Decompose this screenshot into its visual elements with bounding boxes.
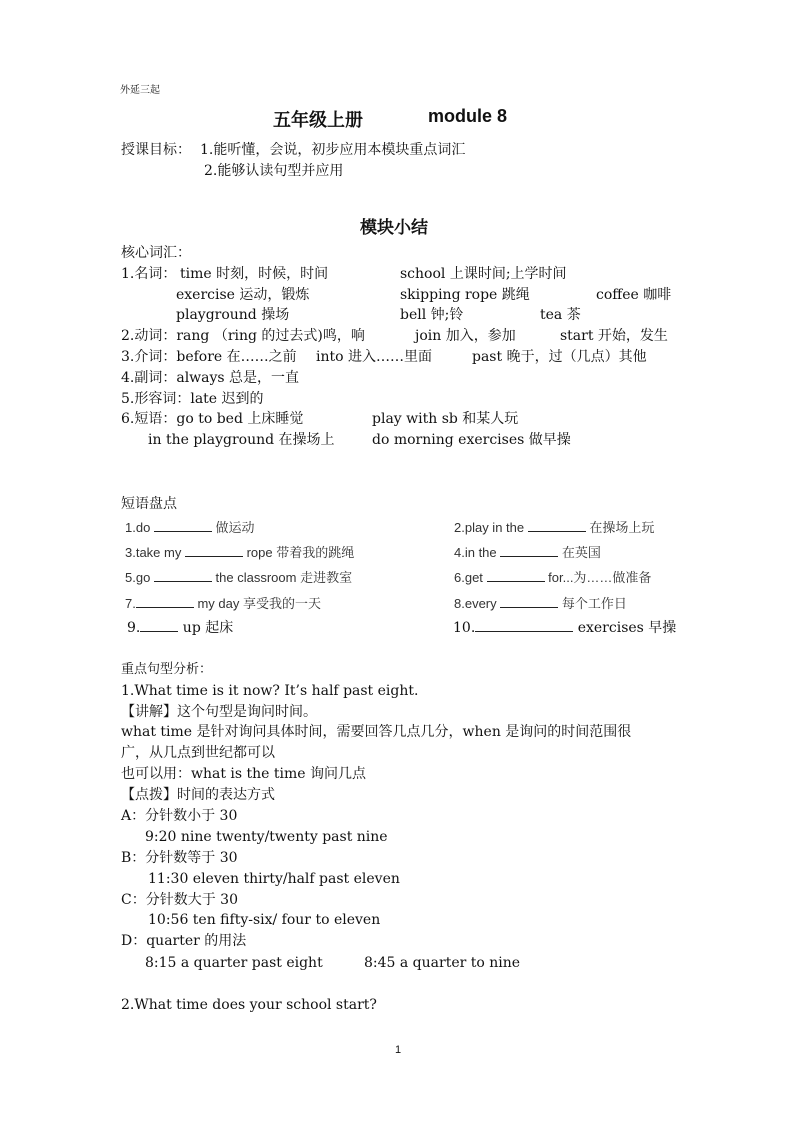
case-c-label: C：分针数大于 30	[121, 892, 238, 908]
phrase-in-playground: in the playground 在操场上	[148, 432, 335, 448]
case-d-label: D：quarter 的用法	[121, 933, 247, 949]
case-b-example: 11:30 eleven thirty/half past eleven	[148, 871, 400, 887]
prep-into: into 进入……里面	[316, 349, 432, 365]
title-grade: 五年级上册	[273, 110, 363, 131]
case-a-example: 9:20 nine twenty/twenty past nine	[145, 829, 388, 845]
prep-before: 3.介词：before 在……之前	[121, 349, 297, 365]
objective-1: 1.能听懂，会说，初步应用本模块重点词汇	[200, 142, 466, 158]
noun-time: time 时刻，时候，时间	[180, 266, 329, 282]
noun-playground: playground 操场	[176, 307, 290, 323]
blank-line	[136, 594, 194, 608]
page-number: 1	[395, 1044, 402, 1056]
vocab-heading: 核心词汇：	[121, 245, 191, 261]
fill-item-10: 10. exercises 早操	[453, 620, 677, 636]
case-a-label: A：分针数小于 30	[121, 808, 238, 824]
nouns-label: 1.名词：	[121, 266, 177, 282]
fill-item-3: 3.take my rope 带着我的跳绳	[125, 545, 355, 560]
case-b-label: B：分针数等于 30	[121, 850, 238, 866]
adverb-always: 4.副词：always 总是，一直	[121, 370, 300, 386]
noun-exercise: exercise 运动，锻炼	[176, 287, 310, 303]
blank-line	[487, 568, 545, 582]
fill-item-4: 4.in the 在英国	[454, 545, 601, 560]
case-d-example-2: 8:45 a quarter to nine	[364, 955, 521, 971]
phrase-play-with: play with sb 和某人玩	[372, 411, 519, 427]
case-d-example-1: 8:15 a quarter past eight	[145, 955, 323, 971]
blank-line	[154, 518, 212, 532]
blank-line	[500, 543, 558, 557]
analysis-heading: 重点句型分析：	[121, 662, 213, 677]
noun-skipping-rope: skipping rope 跳绳	[400, 287, 530, 303]
explain-detail-1: what time 是针对询问具体时间，需要回答几点几分，when 是询问的时间范围很	[121, 724, 632, 740]
blank-line	[140, 618, 178, 632]
noun-tea: tea 茶	[540, 307, 581, 323]
fill-item-6: 6.get for...为……做准备	[454, 570, 652, 585]
fill-item-5: 5.go the classroom 走进教室	[125, 570, 353, 585]
objectives-label: 授课目标：	[121, 142, 191, 158]
prep-past: past 晚于，过（几点）其他	[472, 349, 647, 365]
title-module: module 8	[428, 106, 508, 126]
noun-school: school 上课时间;上学时间	[400, 266, 567, 282]
verb-rang: 2.动词：rang （ring 的过去式)鸣，响	[121, 328, 365, 344]
phrase-morning-exercises: do morning exercises 做早操	[372, 432, 571, 448]
fill-item-9: 9. up 起床	[127, 620, 234, 636]
blank-line	[185, 543, 243, 557]
tip-line: 【点拨】时间的表达方式	[121, 787, 275, 803]
verb-join: join 加入，参加	[415, 328, 516, 344]
phrase-review-heading: 短语盘点	[121, 496, 177, 512]
case-c-example: 10:56 ten fifty-six/ four to eleven	[148, 912, 381, 928]
phrase-go-to-bed: 6.短语：go to bed 上床睡觉	[121, 411, 304, 427]
blank-line	[500, 594, 558, 608]
explain-detail-2: 广，从几点到世纪都可以	[121, 745, 275, 761]
question-1: 1.What time is it now? It’s half past eight.	[121, 683, 419, 699]
fill-item-1: 1.do 做运动	[125, 520, 255, 535]
summary-title: 模块小结	[360, 218, 428, 238]
blank-line	[154, 568, 212, 582]
noun-coffee: coffee 咖啡	[596, 287, 672, 303]
header-note: 外延三起	[120, 85, 160, 96]
blank-line	[475, 618, 573, 632]
verb-start: start 开始，发生	[560, 328, 668, 344]
noun-bell: bell 钟;铃	[400, 307, 464, 323]
explain-detail-3: 也可以用：what is the time 询问几点	[121, 766, 367, 782]
adjective-late: 5.形容词：late 迟到的	[121, 391, 264, 407]
question-2: 2.What time does your school start?	[121, 997, 377, 1013]
fill-item-7: 7. my day 享受我的一天	[125, 596, 321, 611]
explain-line: 【讲解】这个句型是询问时间。	[121, 704, 317, 720]
fill-item-2: 2.play in the 在操场上玩	[454, 520, 655, 535]
blank-line	[528, 518, 586, 532]
fill-item-8: 8.every 每个工作日	[454, 596, 627, 611]
objective-2: 2.能够认读句型并应用	[204, 163, 344, 179]
